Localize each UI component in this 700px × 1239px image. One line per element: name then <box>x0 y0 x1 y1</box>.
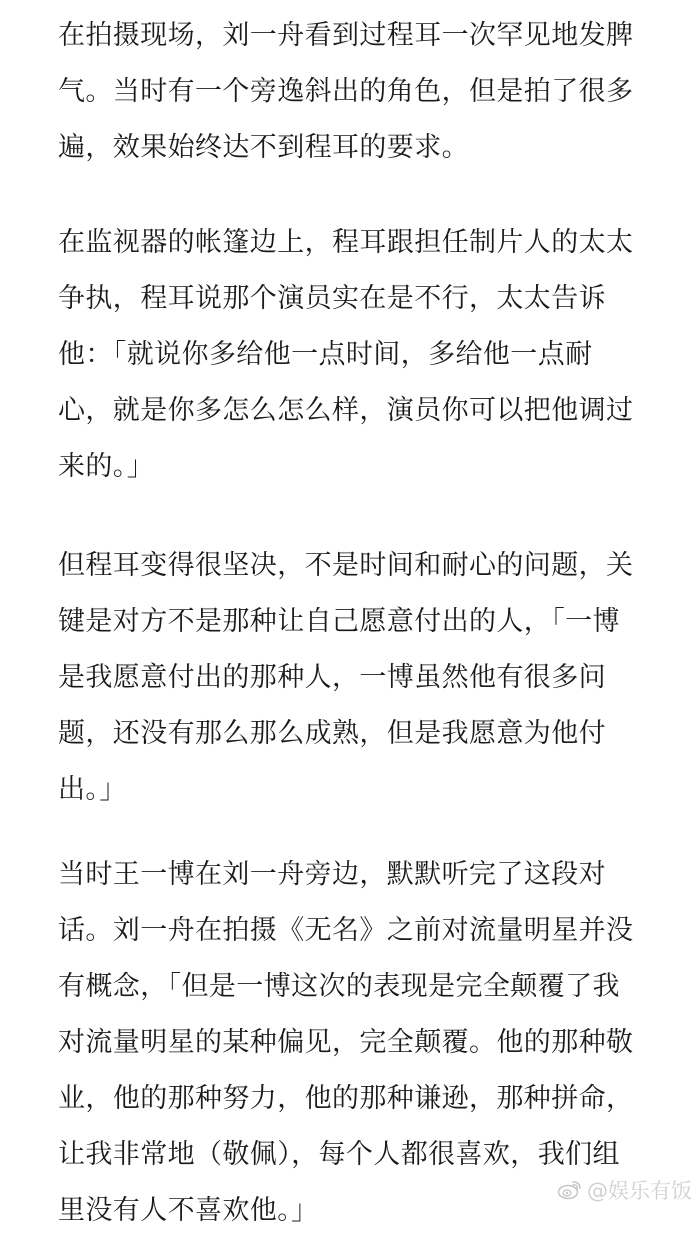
text-line: 气。当时有一个旁逸斜出的角色，但是拍了很多 <box>58 76 634 107</box>
text-line: 在拍摄现场，刘一舟看到过程耳一次罕见地发脾 <box>58 20 634 51</box>
text-line: 让我非常地（敬佩），每个人都很喜欢，我们组 <box>58 1139 620 1170</box>
text-line: 遍，效果始终达不到程耳的要求。 <box>58 132 469 163</box>
text-line: 但程耳变得很坚决，不是时间和耐心的问题，关 <box>58 550 634 581</box>
text-line: 业，他的那种努力，他的那种谦逊，那种拼命， <box>58 1083 634 1114</box>
text-line: 来的。」 <box>58 451 155 482</box>
text-line: 键是对方不是那种让自己愿意付出的人，「一博 <box>58 606 620 637</box>
text-line: 他：「就说你多给他一点时间，多给他一点耐 <box>58 339 593 370</box>
text-line: 争执，程耳说那个演员实在是不行，太太告诉 <box>58 283 606 314</box>
paragraph-3 <box>58 538 658 818</box>
text-line: 在监视器的帐篷边上，程耳跟担任制片人的太太 <box>58 227 634 258</box>
text-line: 话。刘一舟在拍摄《无名》之前对流量明星并没 <box>58 915 634 946</box>
paragraph-1 <box>58 8 658 176</box>
text-line: 对流量明星的某种偏见，完全颠覆。他的那种敬 <box>58 1027 634 1058</box>
weibo-icon <box>557 1179 583 1201</box>
paragraph-2 <box>58 215 658 495</box>
watermark-text: @娱乐有饭 <box>587 1179 692 1203</box>
text-line: 是我愿意付出的那种人，一博虽然他有很多问 <box>58 662 606 693</box>
text-line: 里没有人不喜欢他。」 <box>58 1195 319 1226</box>
text-line: 心，就是你多怎么怎么样，演员你可以把他调过 <box>58 395 634 426</box>
text-line: 出。」 <box>58 774 127 805</box>
text-line: 题，还没有那么那么成熟，但是我愿意为他付 <box>58 718 606 749</box>
text-line: 当时王一博在刘一舟旁边，默默听完了这段对 <box>58 859 606 890</box>
watermark <box>557 1175 692 1205</box>
text-line: 有概念，「但是一博这次的表现是完全颠覆了我 <box>58 971 620 1002</box>
